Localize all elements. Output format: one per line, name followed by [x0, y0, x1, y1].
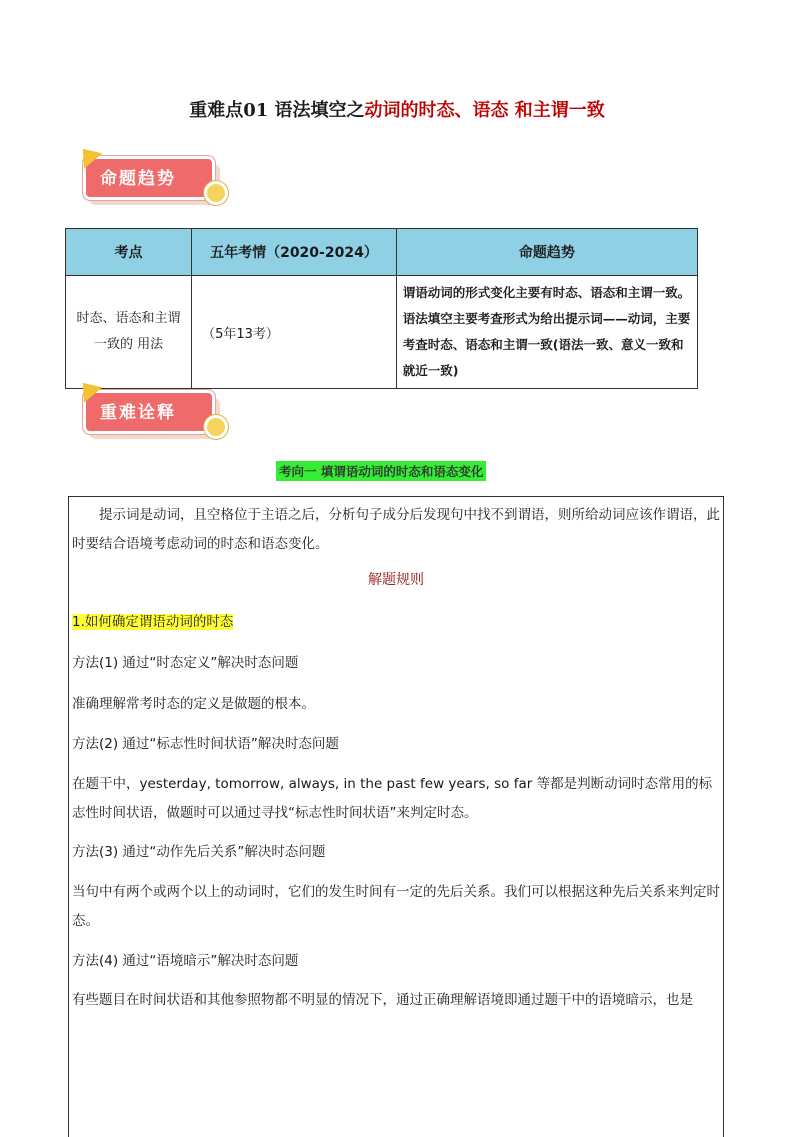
point-heading-text: 1.如何确定谓语动词的时态: [72, 614, 234, 630]
method-2: 方法(2) 通过“标志性时间状语”解决时态问题: [72, 736, 339, 752]
banner-label: 重难诠释: [100, 403, 176, 423]
banner-label: 命题趋势: [100, 169, 176, 189]
method-2-text: 在题干中，yesterday, tomorrow, always, in the past few years, so far 等都是判断动词时态常用的标志性时间状语，做题时可以通过寻找“标志性时间状语”来判定时态。: [72, 776, 713, 821]
method-1: 方法(1) 通过“时态定义”解决时态问题: [72, 655, 299, 671]
banner-explain: [82, 389, 232, 449]
header-topic: 考点: [66, 229, 192, 276]
rules-heading: 解题规则: [368, 572, 424, 588]
topic-line-2: 一致的 用法: [93, 337, 164, 352]
method-3: 方法(3) 通过“动作先后关系”解决时态问题: [72, 844, 326, 860]
title-prefix: 重难点01 语法填空之: [189, 100, 365, 121]
method-1-text: 准确理解常考时态的定义是做题的根本。: [72, 696, 315, 712]
title-highlight: 动词的时态、语态 和主谓一致: [364, 100, 605, 121]
point-heading: [72, 608, 720, 637]
banner-trend: [82, 155, 232, 215]
header-stats: 五年考情（2020-2024）: [192, 229, 397, 276]
intro-paragraph: 提示词是动词，且空格位于主语之后，分析句子成分后发现句中找不到谓语，则所给动词应该作谓语，此时要结合语境考虑动词的时态和语态变化。: [72, 507, 720, 552]
cell-trend: 谓语动词的形式变化主要有时态、语态和主谓一致。语法填空主要考查形式为给出提示词——动词，主要考查时态、语态和主谓一致(语法一致、意义一致和就近一致): [396, 276, 697, 389]
cell-topic: [66, 276, 192, 389]
method-4: 方法(4) 通过“语境暗示”解决时态问题: [72, 953, 299, 969]
topic-line-1: 时态、语态和主谓: [76, 311, 181, 326]
table-header-row: [66, 229, 698, 276]
method-4-text: 有些题目在时间状语和其他参照物都不明显的情况下，通过正确理解语境即通过题干中的语境暗示，也是: [72, 992, 693, 1008]
header-trend: 命题趋势: [396, 229, 697, 276]
table-row: [66, 276, 698, 389]
content-box: [68, 496, 724, 1137]
cell-stats: （5年13考）: [192, 276, 397, 389]
method-3-text: 当句中有两个或两个以上的动词时，它们的发生时间有一定的先后关系。我们可以根据这种先后关系来判定时态。: [72, 884, 720, 929]
ring-icon: [204, 181, 228, 205]
ring-icon: [204, 415, 228, 439]
trend-table: [65, 228, 698, 389]
section-tag: 考向一 填谓语动词的时态和语态变化: [276, 461, 486, 481]
page-title: [0, 96, 794, 122]
